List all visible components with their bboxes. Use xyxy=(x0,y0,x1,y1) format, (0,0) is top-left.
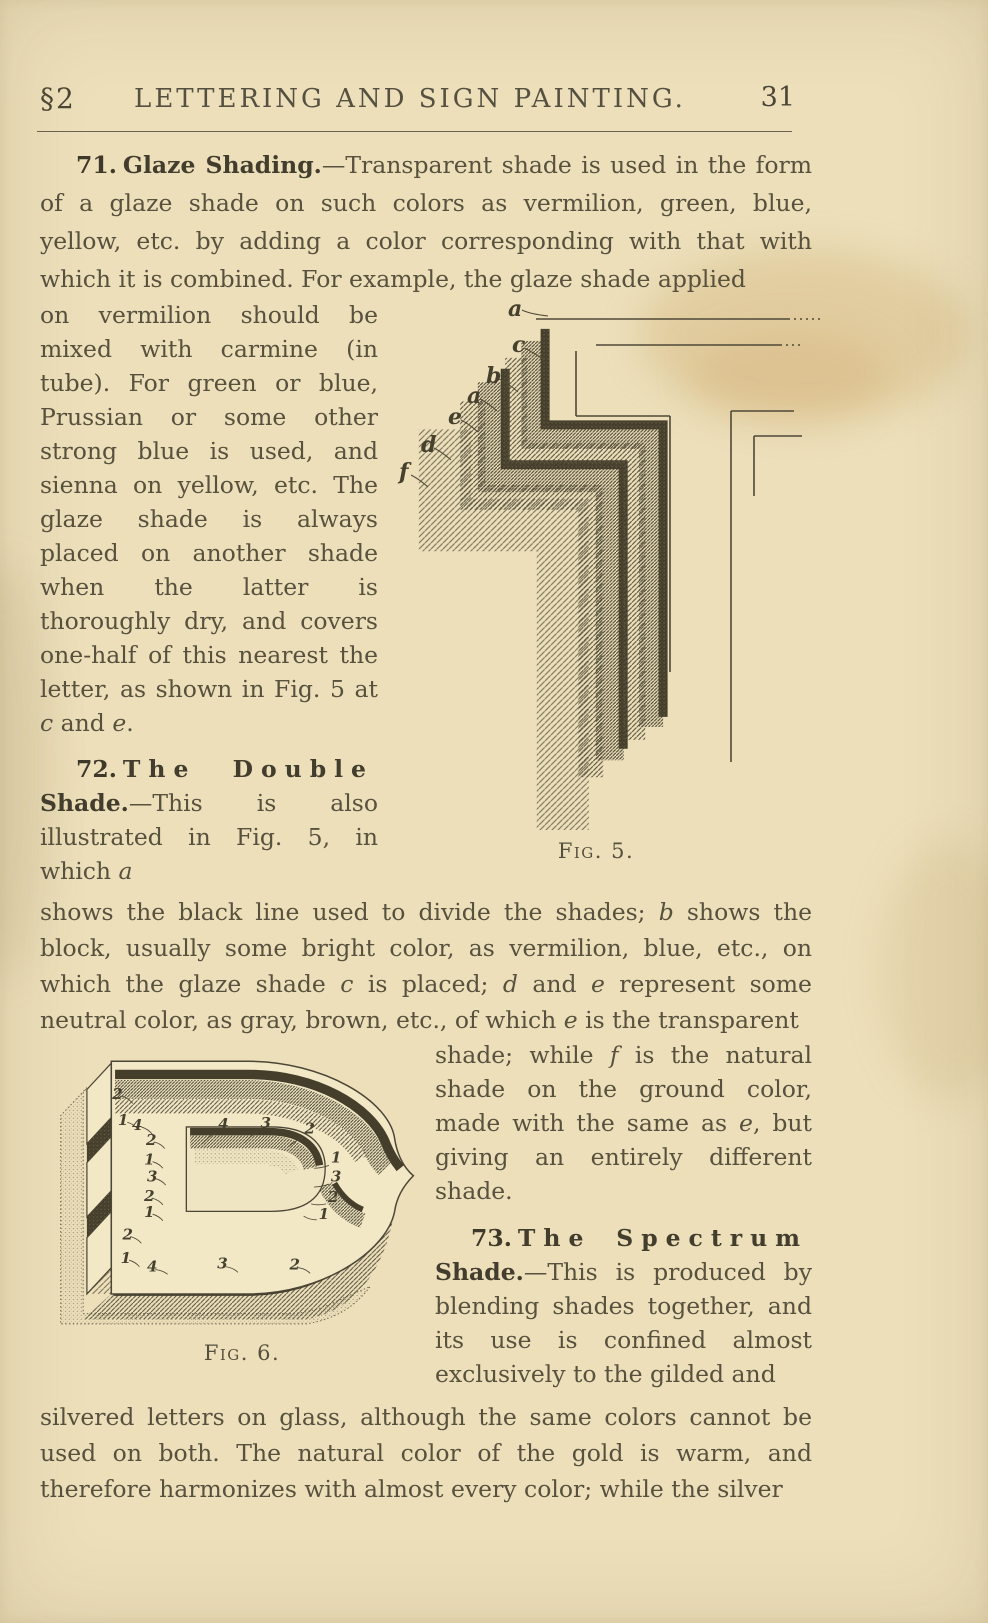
paragraph-text: shade; while f is the natural shade on the ground color, made with the same as e, but giving an entirely different shade. xyxy=(435,1041,812,1205)
paragraph-71 xyxy=(40,146,812,298)
svg-text:4: 4 xyxy=(218,1114,229,1133)
paragraph-number: 72. xyxy=(76,755,117,783)
figure-5 xyxy=(390,302,832,864)
svg-text:3: 3 xyxy=(260,1113,271,1132)
svg-text:e: e xyxy=(448,404,462,430)
text-block xyxy=(40,146,812,1507)
figure-6 xyxy=(25,1046,419,1366)
figure-5-caption: Fig. 5. xyxy=(557,839,635,863)
svg-text:2: 2 xyxy=(304,1119,315,1138)
figure-6-caption: Fig. 6. xyxy=(203,1341,281,1365)
svg-text:3: 3 xyxy=(217,1254,228,1273)
svg-text:2: 2 xyxy=(144,1187,155,1206)
svg-text:4: 4 xyxy=(146,1257,158,1276)
paragraph-text: silvered letters on glass, although the same colors cannot be used on both. The natural color of the gold is warm, and therefore harmonizes with almost every color; while the silver xyxy=(40,1403,812,1503)
paragraph-final xyxy=(40,1399,812,1507)
svg-text:1: 1 xyxy=(117,1111,129,1130)
svg-text:1: 1 xyxy=(330,1148,342,1167)
svg-text:f: f xyxy=(399,459,409,485)
svg-text:2: 2 xyxy=(146,1130,157,1149)
paragraph-text: on vermilion should be mixed with carmine (in tube). For green or blue, Prussian or some other strong blue is used, and sienna on yellow, etc. The glaze shade is always placed on another shade when the latter is thoroughly dry, and covers one-half of this nearest the letter, as shown in Fig. 5 at c and e. xyxy=(40,301,378,737)
left-step-slabs xyxy=(87,1063,111,1294)
svg-text:b: b xyxy=(486,363,502,389)
svg-text:a: a xyxy=(467,383,482,409)
paragraph-text: —This is produced by blending shades together, and its use is confined almost exclusively to the gilded and xyxy=(435,1258,812,1388)
paragraph-text: shows the black line used to divide the shades; b shows the block, usually some bright color, as vermilion, blue, etc., on which the glaze shade c is placed; d and e represent some neutral color, as gray, brown, etc., of which e is the transparent xyxy=(40,898,812,1034)
svg-text:c: c xyxy=(512,332,526,358)
paragraph-heading: The Double xyxy=(122,755,374,783)
svg-text:4: 4 xyxy=(131,1115,143,1134)
engraving-letter-D-shaded xyxy=(25,1046,419,1328)
header-rule xyxy=(37,131,792,132)
svg-text:2: 2 xyxy=(112,1084,123,1103)
paragraph-heading: Shade. xyxy=(435,1258,524,1286)
paragraph-heading: Glaze Shading. xyxy=(122,151,322,179)
svg-text:a: a xyxy=(508,302,523,322)
paper-stain xyxy=(880,840,988,1100)
svg-text:2: 2 xyxy=(328,1188,339,1207)
svg-text:d: d xyxy=(421,432,437,458)
svg-text:1: 1 xyxy=(144,1203,155,1222)
svg-text:1: 1 xyxy=(144,1150,155,1169)
paragraph-number: 71. xyxy=(76,151,117,179)
engraving-letter-T-double-shade xyxy=(390,302,832,830)
paragraph-text: —This is also illustrated in Fig. 5, in which a xyxy=(40,789,378,885)
svg-text:1: 1 xyxy=(120,1248,132,1267)
page-title: LETTERING AND SIGN PAINTING. xyxy=(134,84,686,114)
paragraph-text: —Transparent shade is used in the form of a glaze shade on such colors as vermilion, green, blue, yellow, etc. by adding a color corresponding with that with which it is combined. For example, the glaze shade applied xyxy=(40,151,812,293)
paragraph-number: 73. xyxy=(471,1224,512,1252)
svg-text:2: 2 xyxy=(122,1225,133,1244)
page-number: 31 xyxy=(760,82,795,113)
paragraph-heading: The Spectrum xyxy=(517,1224,808,1252)
paragraph-72-continued xyxy=(40,894,812,1038)
svg-text:1: 1 xyxy=(318,1204,330,1223)
svg-text:3: 3 xyxy=(330,1167,342,1186)
section-number: §2 xyxy=(40,82,76,115)
svg-text:2: 2 xyxy=(289,1255,300,1274)
paragraph-heading: Shade. xyxy=(40,789,129,817)
svg-text:3: 3 xyxy=(146,1167,158,1186)
